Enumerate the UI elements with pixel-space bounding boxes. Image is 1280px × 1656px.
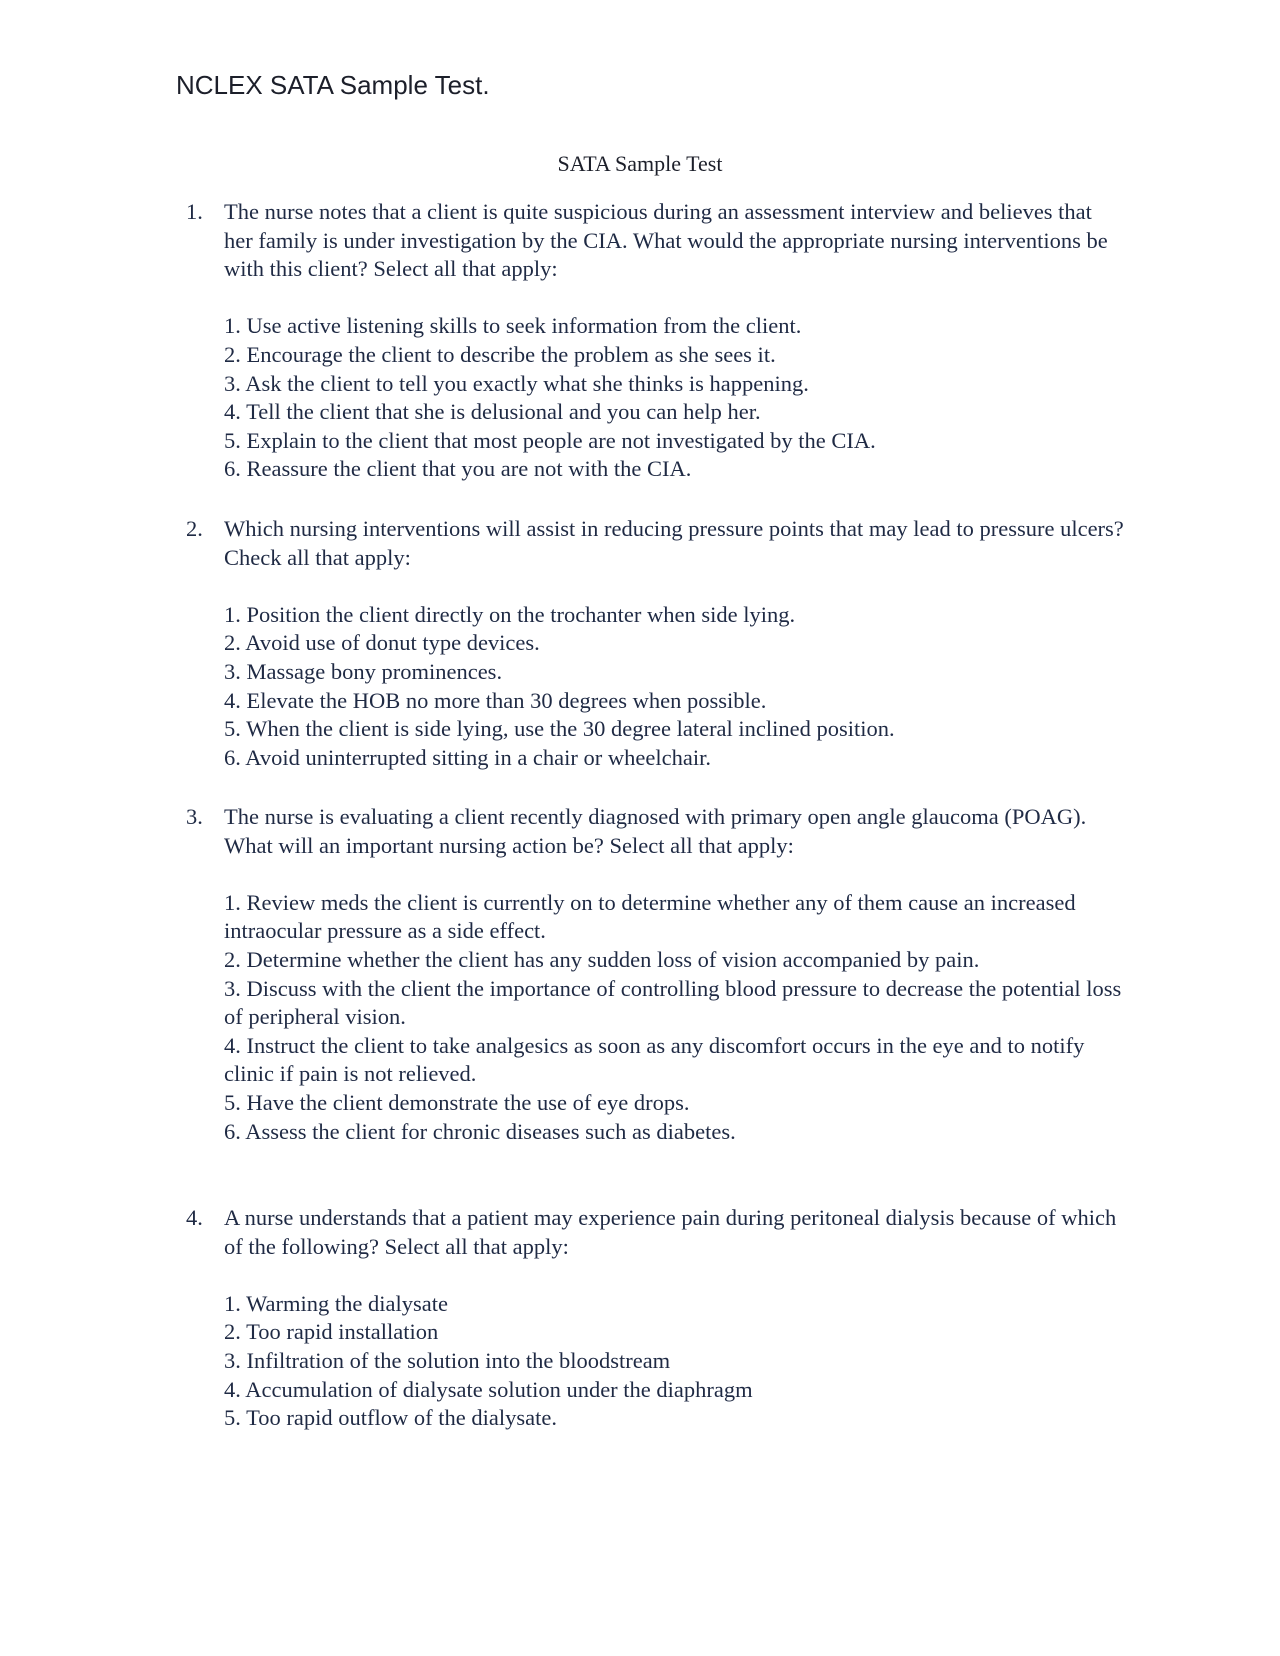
question-text: A nurse understands that a patient may experience pain during peritoneal dialysis because of which of the following? Select all that apply: (224, 1205, 1117, 1259)
question-number: 2. (186, 516, 203, 541)
page-header: NCLEX SATA Sample Test. (176, 70, 490, 100)
document-title: SATA Sample Test (557, 151, 723, 176)
question-1 (186, 198, 1126, 484)
answer-option: 3. Massage bony prominences. (224, 658, 503, 684)
answer-option: 5. Explain to the client that most people are not investigated by the CIA. (224, 427, 876, 453)
answer-option: 1. Review meds the client is currently on to determine whether any of them cause an increased intraocular pressure as a side effect. (224, 889, 1076, 944)
question-4 (186, 1204, 1126, 1433)
question-3 (186, 803, 1126, 1146)
question-2 (186, 515, 1126, 772)
question-number: 1. (186, 199, 203, 224)
answer-option: 4. Instruct the client to take analgesics as soon as any discomfort occurs in the eye and to notify clinic if pain is not relieved. (224, 1032, 1085, 1087)
question-text: The nurse is evaluating a client recently diagnosed with primary open angle glaucoma (POAG). What will an important nursing action be? Select all that apply: (224, 804, 1087, 858)
question-number: 4. (186, 1205, 203, 1230)
question-text: The nurse notes that a client is quite suspicious during an assessment interview and believes that her family is under investigation by the CIA. What would the appropriate nursing interventions be with this client? Select all that apply: (224, 199, 1108, 282)
answer-options (224, 601, 1126, 773)
answer-option: 6. Assess the client for chronic diseases such as diabetes. (224, 1118, 736, 1144)
answer-option: 3. Infiltration of the solution into the bloodstream (224, 1347, 671, 1373)
answer-option: 3. Ask the client to tell you exactly what she thinks is happening. (224, 370, 809, 396)
answer-option: 2. Avoid use of donut type devices. (224, 630, 540, 656)
answer-option: 4. Accumulation of dialysate solution under the diaphragm (224, 1376, 753, 1402)
answer-option: 5. Too rapid outflow of the dialysate. (224, 1405, 557, 1431)
answer-option: 2. Determine whether the client has any sudden loss of vision accompanied by pain. (224, 946, 980, 972)
question-number: 3. (186, 804, 203, 829)
answer-option: 5. When the client is side lying, use the 30 degree lateral inclined position. (224, 716, 895, 742)
answer-options (224, 312, 1126, 484)
answer-option: 2. Too rapid installation (224, 1319, 439, 1345)
question-text: Which nursing interventions will assist in reducing pressure points that may lead to pressure ulcers? Check all that apply: (224, 516, 1124, 570)
answer-option: 5. Have the client demonstrate the use of eye drops. (224, 1089, 690, 1115)
answer-option: 1. Use active listening skills to seek information from the client. (224, 313, 802, 339)
answer-option: 6. Reassure the client that you are not with the CIA. (224, 456, 692, 482)
answer-option: 6. Avoid uninterrupted sitting in a chair or wheelchair. (224, 744, 711, 770)
answer-option: 2. Encourage the client to describe the problem as she sees it. (224, 341, 776, 367)
answer-option: 3. Discuss with the client the importance of controlling blood pressure to decrease the potential loss of peripheral vision. (224, 975, 1122, 1030)
answer-option: 1. Warming the dialysate (224, 1290, 448, 1316)
answer-options (224, 1290, 1126, 1433)
answer-option: 4. Elevate the HOB no more than 30 degrees when possible. (224, 687, 767, 713)
answer-option: 1. Position the client directly on the trochanter when side lying. (224, 601, 796, 627)
answer-options (224, 889, 1126, 1146)
answer-option: 4. Tell the client that she is delusional and you can help her. (224, 399, 761, 425)
